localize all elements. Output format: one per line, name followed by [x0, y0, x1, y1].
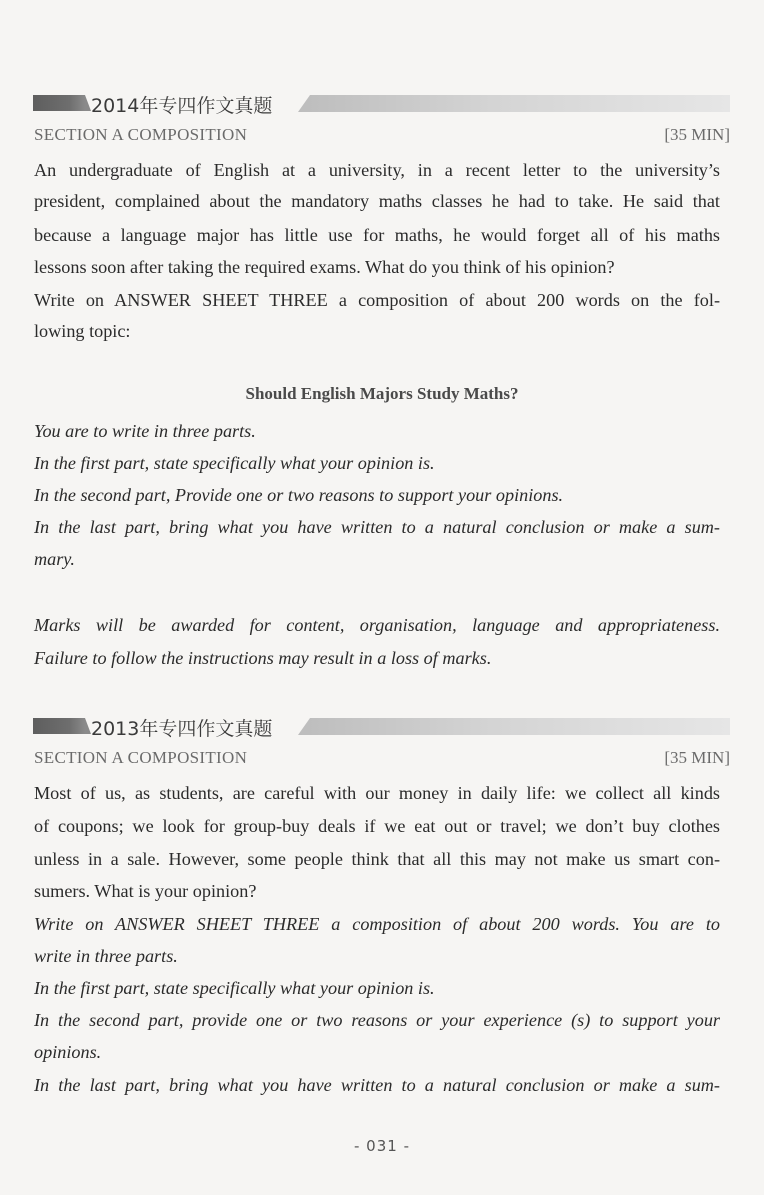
composition-topic: Should English Majors Study Maths? [245, 384, 519, 403]
banner-block-decoration [33, 718, 85, 734]
paragraph-line: of coupons; we look for group-buy deals if we eat out or travel; we don’t buy clothes [34, 816, 720, 836]
paragraph-line: because a language major has little use for maths, he would forget all of his maths [34, 225, 720, 245]
section-2014-banner [0, 90, 764, 116]
instruction-line: In the first part, state specifically what your opinion is. [34, 453, 435, 473]
section-label: SECTION A COMPOSITION [34, 125, 248, 144]
marks-line: Marks will be awarded for content, organisation, language and appropriateness. [34, 615, 720, 635]
section-2014-header [34, 125, 730, 147]
instruction-line: write in three parts. [34, 946, 178, 966]
paragraph-line: lessons soon after taking the required exams. What do you think of his opinion? [34, 257, 615, 277]
section-label: SECTION A COMPOSITION [34, 748, 248, 767]
marks-line: Failure to follow the instructions may result in a loss of marks. [34, 648, 492, 668]
banner-bar-decoration [298, 95, 730, 112]
banner-bar-decoration [298, 718, 730, 735]
instruction-line: In the last part, bring what you have written to a natural conclusion or make a sum- [34, 1075, 720, 1095]
section-2013-banner [0, 713, 764, 739]
paragraph-line: Write on ANSWER SHEET THREE a composition of about 200 words on the fol- [34, 290, 720, 310]
banner-block-decoration [33, 95, 85, 111]
banner-title: 2013年专四作文真题 [91, 718, 273, 740]
instruction-line: In the second part, provide one or two reasons or your experience (s) to support your [34, 1010, 720, 1030]
paragraph-line: lowing topic: [34, 321, 131, 341]
paragraph-line: unless in a sale. However, some people think that all this may not make us smart con- [34, 849, 720, 869]
paragraph-line: president, complained about the mandatory maths classes he had to take. He said that [34, 191, 720, 211]
page-number: - 031 - [354, 1137, 410, 1155]
section-2013 [0, 713, 764, 739]
paragraph-line: sumers. What is your opinion? [34, 881, 257, 901]
instruction-line: opinions. [34, 1042, 102, 1062]
instruction-line: You are to write in three parts. [34, 421, 256, 441]
instruction-line: In the second part, Provide one or two reasons to support your opinions. [34, 485, 564, 505]
time-label: [35 MIN] [664, 125, 730, 144]
section-2014 [0, 90, 764, 116]
instruction-line: In the first part, state specifically what your opinion is. [34, 978, 435, 998]
paragraph-line: An undergraduate of English at a university, in a recent letter to the university’s [34, 160, 720, 180]
section-2013-header [34, 748, 730, 770]
banner-title: 2014年专四作文真题 [91, 95, 273, 117]
instruction-line: Write on ANSWER SHEET THREE a composition of about 200 words. You are to [34, 914, 720, 934]
instruction-line: mary. [34, 549, 75, 569]
time-label: [35 MIN] [664, 748, 730, 767]
instruction-line: In the last part, bring what you have written to a natural conclusion or make a sum- [34, 517, 720, 537]
paragraph-line: Most of us, as students, are careful with our money in daily life: we collect all kinds [34, 783, 720, 803]
